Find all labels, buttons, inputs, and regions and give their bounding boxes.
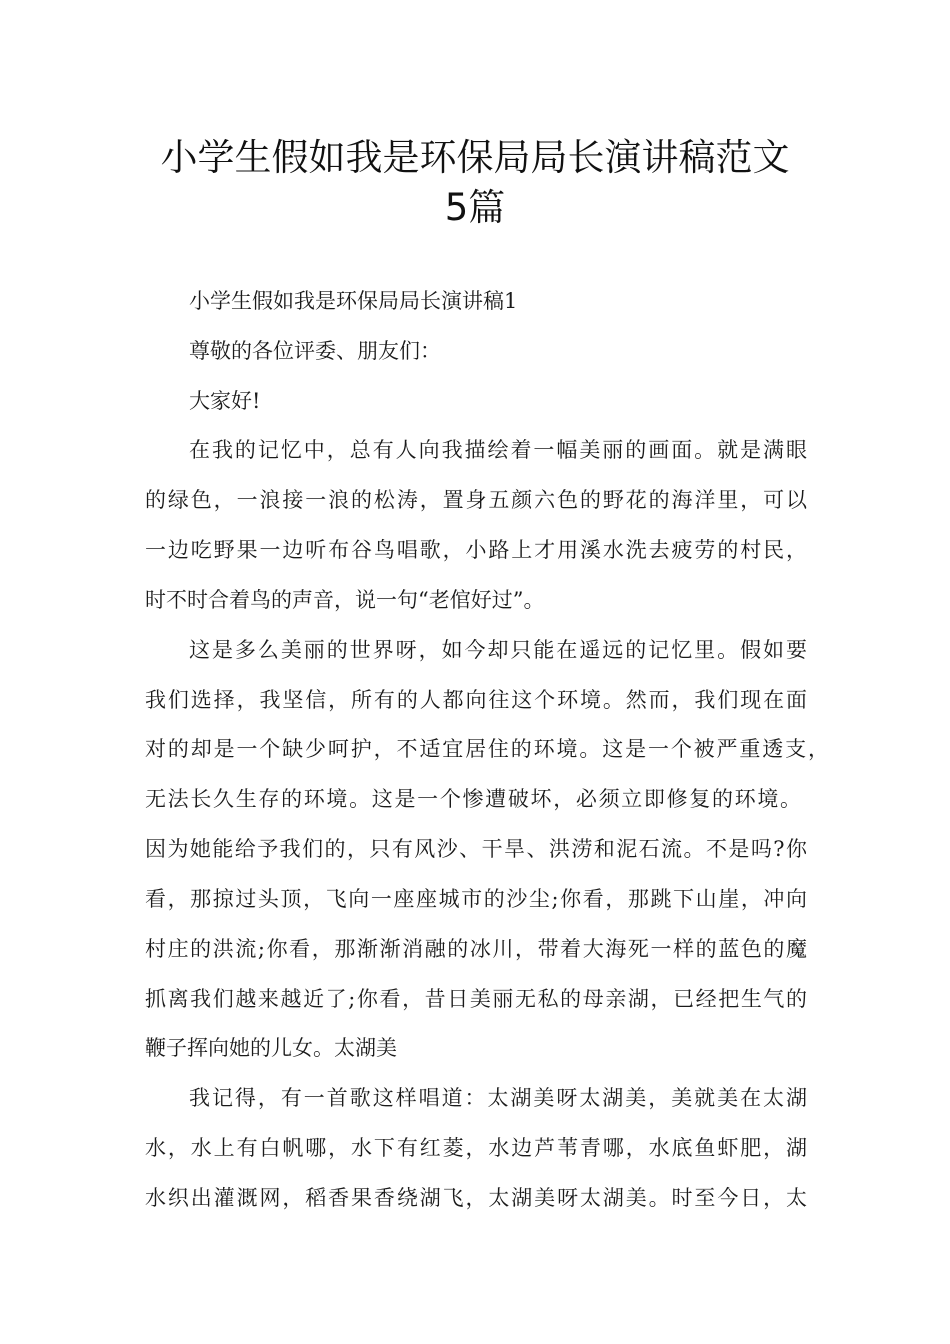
paragraph-1-line-4: 时不时合着鸟的声音，说一句“老倌好过”。 xyxy=(145,588,545,612)
speech-heading: 小学生假如我是环保局局长演讲稿1 xyxy=(189,289,518,313)
paragraph-2-line-8: 抓离我们越来越近了;你看，昔日美丽无私的母亲湖，已经把生气的 xyxy=(145,987,807,1011)
paragraph-3-line-3: 水织出灌溉网，稻香果香绕湖飞，太湖美呀太湖美。时至今日，太 xyxy=(145,1186,807,1210)
paragraph-2-line-5: 因为她能给予我们的，只有风沙、干旱、洪涝和泥石流。不是吗?你 xyxy=(145,837,807,861)
paragraph-2-line-6: 看，那掠过头顶，飞向一座座城市的沙尘;你看，那跳下山崖，冲向 xyxy=(145,887,807,911)
paragraph-1-line-2: 的绿色，一浪接一浪的松涛，置身五颜六色的野花的海洋里，可以 xyxy=(145,488,807,512)
paragraph-2-line-9: 鞭子挥向她的儿女。太湖美 xyxy=(145,1036,397,1060)
paragraph-2-line-4: 无法长久生存的环境。这是一个惨遭破坏，必须立即修复的环境。 xyxy=(145,787,801,811)
paragraph-2-line-3: 对的却是一个缺少呵护，不适宜居住的环境。这是一个被严重透支， xyxy=(145,737,829,761)
paragraph-2-line-7: 村庄的洪流;你看，那渐渐消融的冰川，带着大海死一样的蓝色的魔 xyxy=(145,937,807,961)
paragraph-2-line-2: 我们选择，我坚信，所有的人都向往这个环境。然而，我们现在面 xyxy=(145,688,807,712)
document-title-line-1: 小学生假如我是环保局局长演讲稿范文 xyxy=(160,136,790,179)
paragraph-1-line-1: 在我的记忆中，总有人向我描绘着一幅美丽的画面。就是满眼 xyxy=(189,438,807,462)
paragraph-2-line-1: 这是多么美丽的世界呀，如今却只能在遥远的记忆里。假如要 xyxy=(189,638,807,662)
paragraph-3-line-1: 我记得，有一首歌这样唱道：太湖美呀太湖美，美就美在太湖 xyxy=(189,1086,807,1110)
document-title-line-2: 5篇 xyxy=(444,186,506,229)
salutation: 尊敬的各位评委、朋友们： xyxy=(189,339,441,363)
paragraph-1-line-3: 一边吃野果一边听布谷鸟唱歌，小路上才用溪水洗去疲劳的村民， xyxy=(145,538,807,562)
paragraph-3-line-2: 水，水上有白帆哪，水下有红菱，水边芦苇青哪，水底鱼虾肥，湖 xyxy=(145,1136,807,1160)
greeting: 大家好! xyxy=(189,389,261,413)
